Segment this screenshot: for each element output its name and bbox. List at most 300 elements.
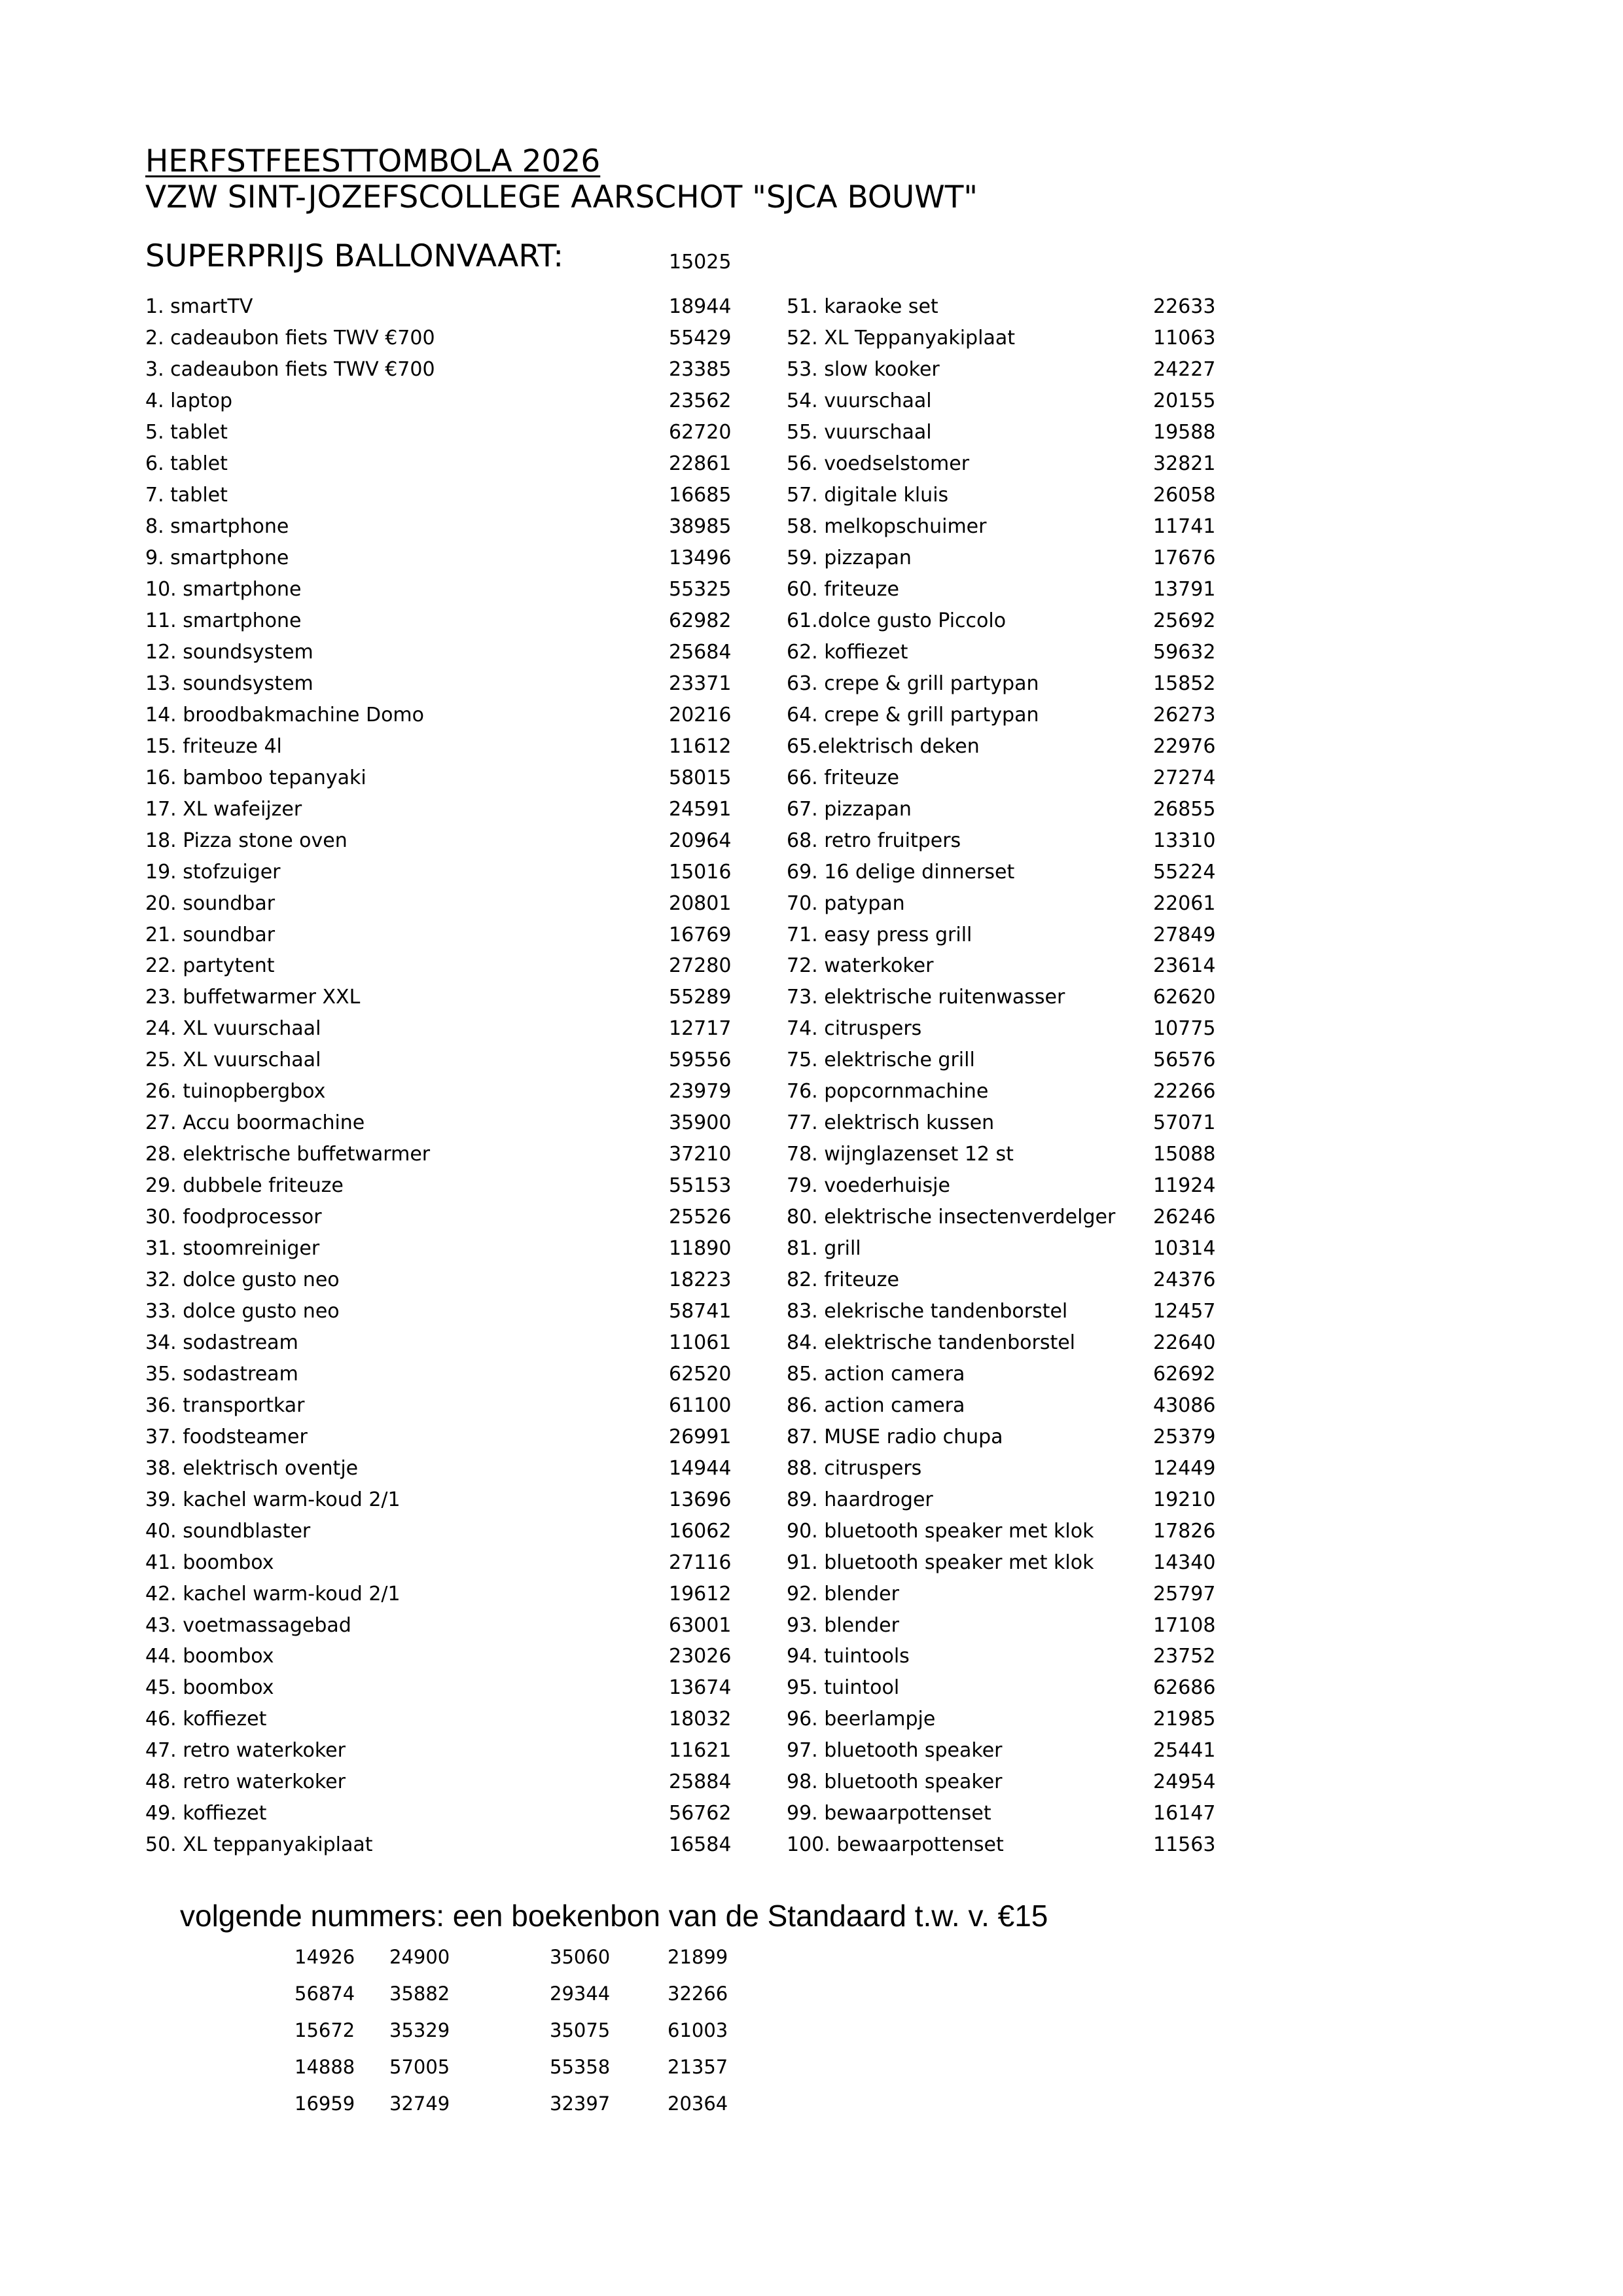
prize-row <box>787 543 1232 574</box>
ticket-number: 10314 <box>1153 1237 1216 1261</box>
bookvoucher-number: 21899 <box>668 1946 728 1968</box>
prize-row <box>145 668 732 699</box>
prize-name: 95. tuintool <box>787 1676 900 1700</box>
bookvoucher-number: 56874 <box>294 1982 355 2005</box>
prize-row <box>145 1484 732 1515</box>
prize-row <box>145 730 732 762</box>
prize-row <box>787 1358 1232 1390</box>
prize-name: 100. bewaarpottenset <box>787 1833 1004 1857</box>
prize-row <box>145 605 732 637</box>
ticket-number: 19588 <box>1153 421 1216 444</box>
prize-name: 70. patypan <box>787 891 905 915</box>
bookvoucher-number: 57005 <box>389 2056 450 2078</box>
bookvoucher-number: 29344 <box>550 1982 611 2005</box>
prize-row <box>787 1296 1232 1327</box>
prize-row <box>787 1704 1232 1735</box>
prize-name: 78. wijnglazenset 12 st <box>787 1143 1014 1166</box>
ticket-number: 19612 <box>669 1582 732 1605</box>
prize-row <box>787 1578 1232 1609</box>
prize-row <box>145 511 732 543</box>
ticket-number: 24591 <box>669 797 732 821</box>
prize-row <box>145 950 732 982</box>
prize-row <box>145 1421 732 1452</box>
ticket-number: 16685 <box>669 484 732 507</box>
prize-name: 37. foodsteamer <box>145 1425 308 1448</box>
prize-name: 87. MUSE radio chupa <box>787 1425 1003 1448</box>
prize-row <box>787 417 1232 448</box>
prize-row <box>145 1704 732 1735</box>
prize-name: 76. popcornmachine <box>787 1080 989 1103</box>
prize-name: 18. Pizza stone oven <box>145 829 348 852</box>
prize-name: 68. retro fruitpers <box>787 829 961 852</box>
bookvoucher-number: 24900 <box>389 1946 450 1968</box>
bookvoucher-row <box>294 2012 753 2049</box>
ticket-number: 62982 <box>669 609 732 632</box>
prize-row <box>145 1327 732 1358</box>
prize-row <box>787 1139 1232 1170</box>
prize-row <box>145 1452 732 1484</box>
prize-row <box>787 1421 1232 1452</box>
prize-row <box>787 1798 1232 1829</box>
prize-row <box>787 1202 1232 1233</box>
ticket-number: 11063 <box>1153 327 1216 350</box>
prize-row <box>145 1735 732 1767</box>
ticket-number: 15852 <box>1153 672 1216 695</box>
prize-name: 19. stofzuiger <box>145 860 281 884</box>
ticket-number: 27849 <box>1153 923 1216 946</box>
ticket-number: 13496 <box>669 547 732 570</box>
prize-name: 71. easy press grill <box>787 923 972 946</box>
prize-name: 67. pizzapan <box>787 797 912 821</box>
bookvoucher-heading: volgende nummers: een boekenbon van de Standaard t.w. v. €15 <box>180 1899 1048 1933</box>
ticket-number: 22061 <box>1153 891 1216 915</box>
prize-row <box>787 1327 1232 1358</box>
ticket-number: 13674 <box>669 1676 732 1700</box>
superprize-label: SUPERPRIJS BALLONVAART: <box>145 238 564 274</box>
prize-name: 14. broodbakmachine Domo <box>145 703 425 726</box>
ticket-number: 16769 <box>669 923 732 946</box>
ticket-number: 26991 <box>669 1425 732 1448</box>
prize-row <box>787 1767 1232 1798</box>
bookvoucher-number: 32397 <box>550 2092 611 2115</box>
prize-name: 44. boombox <box>145 1645 274 1668</box>
prize-row <box>145 1547 732 1578</box>
prize-name: 88. citruspers <box>787 1456 922 1480</box>
ticket-number: 25684 <box>669 640 732 664</box>
prize-name: 1. smartTV <box>145 295 253 319</box>
prize-row <box>145 417 732 448</box>
ticket-number: 24954 <box>1153 1770 1216 1794</box>
ticket-number: 25379 <box>1153 1425 1216 1448</box>
ticket-number: 14944 <box>669 1456 732 1480</box>
prize-name: 10. smartphone <box>145 578 302 601</box>
bookvoucher-row <box>294 2049 753 2085</box>
prize-name: 62. koffiezet <box>787 640 908 664</box>
prize-name: 12. soundsystem <box>145 640 313 664</box>
prize-name: 98. bluetooth speaker <box>787 1770 1003 1794</box>
prize-name: 96. beerlampje <box>787 1708 936 1731</box>
prize-name: 60. friteuze <box>787 578 899 601</box>
prize-row <box>145 1139 732 1170</box>
ticket-number: 58015 <box>669 766 732 789</box>
prize-name: 53. slow kooker <box>787 358 940 382</box>
prize-row <box>145 1202 732 1233</box>
prize-row <box>787 730 1232 762</box>
ticket-number: 25797 <box>1153 1582 1216 1605</box>
prize-name: 30. foodprocessor <box>145 1206 322 1229</box>
ticket-number: 61100 <box>669 1393 732 1417</box>
prize-row <box>787 888 1232 919</box>
prize-row <box>145 1358 732 1390</box>
ticket-number: 57071 <box>1153 1111 1216 1135</box>
ticket-number: 25441 <box>1153 1739 1216 1763</box>
prize-row <box>787 1045 1232 1076</box>
prize-name: 55. vuurschaal <box>787 421 932 444</box>
prize-row <box>145 1045 732 1076</box>
ticket-number: 18944 <box>669 295 732 319</box>
prize-row <box>145 543 732 574</box>
bookvoucher-number-grid <box>294 1939 753 2122</box>
prize-name: 9. smartphone <box>145 547 289 570</box>
ticket-number: 20216 <box>669 703 732 726</box>
prize-row <box>787 636 1232 668</box>
ticket-number: 14340 <box>1153 1551 1216 1574</box>
ticket-number: 55224 <box>1153 860 1216 884</box>
ticket-number: 23752 <box>1153 1645 1216 1668</box>
prize-name: 27. Accu boormachine <box>145 1111 365 1135</box>
prize-name: 28. elektrische buffetwarmer <box>145 1143 431 1166</box>
prize-name: 46. koffiezet <box>145 1708 267 1731</box>
prize-row <box>145 856 732 888</box>
bookvoucher-number: 35060 <box>550 1946 611 1968</box>
document-subtitle: VZW SINT-JOZEFSCOLLEGE AARSCHOT "SJCA BOUWT" <box>145 179 978 215</box>
ticket-number: 16062 <box>669 1519 732 1543</box>
ticket-number: 59632 <box>1153 640 1216 664</box>
prize-row <box>145 386 732 417</box>
prize-name: 29. dubbele friteuze <box>145 1174 344 1198</box>
bookvoucher-number: 16959 <box>294 2092 355 2115</box>
prize-row <box>787 354 1232 386</box>
prize-row <box>145 1798 732 1829</box>
prize-name: 15. friteuze 4l <box>145 734 282 758</box>
ticket-number: 22640 <box>1153 1331 1216 1354</box>
prize-name: 20. soundbar <box>145 891 276 915</box>
prize-name: 23. buffetwarmer XXL <box>145 986 361 1009</box>
prize-name: 39. kachel warm-koud 2/1 <box>145 1488 401 1511</box>
prize-name: 73. elektrische ruitenwasser <box>787 986 1065 1009</box>
bookvoucher-row <box>294 1939 753 1975</box>
prize-name: 32. dolce gusto neo <box>145 1268 340 1292</box>
prize-name: 56. voedselstomer <box>787 452 970 476</box>
ticket-number: 23562 <box>669 389 732 413</box>
prize-row <box>787 856 1232 888</box>
prize-name: 7. tablet <box>145 484 228 507</box>
ticket-number: 23385 <box>669 358 732 382</box>
ticket-number: 27280 <box>669 954 732 978</box>
prize-row <box>145 1013 732 1045</box>
ticket-number: 11563 <box>1153 1833 1216 1857</box>
ticket-number: 62720 <box>669 421 732 444</box>
ticket-number: 20801 <box>669 891 732 915</box>
prize-row <box>787 982 1232 1013</box>
prize-row <box>787 1390 1232 1421</box>
ticket-number: 10775 <box>1153 1017 1216 1041</box>
ticket-number: 21985 <box>1153 1708 1216 1731</box>
ticket-number: 12457 <box>1153 1299 1216 1323</box>
prize-name: 41. boombox <box>145 1551 274 1574</box>
prize-row <box>145 699 732 730</box>
prize-row <box>145 354 732 386</box>
prize-name: 31. stoomreiniger <box>145 1237 320 1261</box>
ticket-number: 62620 <box>1153 986 1216 1009</box>
ticket-number: 18223 <box>669 1268 732 1292</box>
ticket-number: 11612 <box>669 734 732 758</box>
ticket-number: 18032 <box>669 1708 732 1731</box>
ticket-number: 55289 <box>669 986 732 1009</box>
ticket-number: 55325 <box>669 578 732 601</box>
ticket-number: 22976 <box>1153 734 1216 758</box>
prize-name: 85. action camera <box>787 1362 965 1386</box>
ticket-number: 13791 <box>1153 578 1216 601</box>
prize-row <box>787 1452 1232 1484</box>
bookvoucher-number: 32749 <box>389 2092 450 2115</box>
ticket-number: 23026 <box>669 1645 732 1668</box>
prize-row <box>787 1265 1232 1296</box>
ticket-number: 27116 <box>669 1551 732 1574</box>
ticket-number: 26855 <box>1153 797 1216 821</box>
ticket-number: 11924 <box>1153 1174 1216 1198</box>
bookvoucher-number: 21357 <box>668 2056 728 2078</box>
prize-row <box>145 762 732 793</box>
prize-name: 24. XL vuurschaal <box>145 1017 321 1041</box>
prize-row <box>145 1767 732 1798</box>
prize-name: 26. tuinopbergbox <box>145 1080 326 1103</box>
prize-row <box>787 825 1232 856</box>
prize-name: 38. elektrisch oventje <box>145 1456 359 1480</box>
prize-name: 16. bamboo tepanyaki <box>145 766 366 789</box>
prize-name: 75. elektrische grill <box>787 1049 975 1072</box>
prize-row <box>787 386 1232 417</box>
prize-name: 48. retro waterkoker <box>145 1770 346 1794</box>
ticket-number: 26273 <box>1153 703 1216 726</box>
prize-row <box>787 668 1232 699</box>
document-title: HERFSTFEESTTOMBOLA 2026 <box>145 143 601 179</box>
prize-name: 17. XL wafeijzer <box>145 797 302 821</box>
prize-name: 90. bluetooth speaker met klok <box>787 1519 1094 1543</box>
prize-row <box>145 793 732 825</box>
ticket-number: 35900 <box>669 1111 732 1135</box>
bookvoucher-row <box>294 2085 753 2122</box>
prize-row <box>787 699 1232 730</box>
prize-name: 52. XL Teppanyakiplaat <box>787 327 1015 350</box>
prize-name: 77. elektrisch kussen <box>787 1111 995 1135</box>
prize-name: 34. sodastream <box>145 1331 298 1354</box>
prize-name: 99. bewaarpottenset <box>787 1802 991 1825</box>
prize-name: 83. elekrische tandenborstel <box>787 1299 1068 1323</box>
prize-name: 79. voederhuisje <box>787 1174 950 1198</box>
ticket-number: 19210 <box>1153 1488 1216 1511</box>
ticket-number: 22633 <box>1153 295 1216 319</box>
ticket-number: 24227 <box>1153 358 1216 382</box>
bookvoucher-number: 35075 <box>550 2019 611 2041</box>
bookvoucher-number: 20364 <box>668 2092 728 2115</box>
prize-name: 8. smartphone <box>145 515 289 539</box>
prize-row <box>145 1515 732 1547</box>
prize-row <box>787 762 1232 793</box>
prize-name: 40. soundblaster <box>145 1519 311 1543</box>
prize-name: 25. XL vuurschaal <box>145 1049 321 1072</box>
ticket-number: 23371 <box>669 672 732 695</box>
ticket-number: 25692 <box>1153 609 1216 632</box>
prize-list-right <box>787 291 1232 1861</box>
prize-row <box>787 1672 1232 1704</box>
prize-name: 4. laptop <box>145 389 233 413</box>
ticket-number: 15088 <box>1153 1143 1216 1166</box>
ticket-number: 26246 <box>1153 1206 1216 1229</box>
ticket-number: 17108 <box>1153 1613 1216 1637</box>
prize-name: 54. vuurschaal <box>787 389 932 413</box>
ticket-number: 22266 <box>1153 1080 1216 1103</box>
prize-row <box>787 1735 1232 1767</box>
prize-row <box>145 323 732 354</box>
prize-row <box>787 1013 1232 1045</box>
prize-row <box>787 1076 1232 1107</box>
prize-name: 63. crepe & grill partypan <box>787 672 1039 695</box>
prize-row <box>787 950 1232 982</box>
prize-name: 45. boombox <box>145 1676 274 1700</box>
bookvoucher-number: 15672 <box>294 2019 355 2041</box>
ticket-number: 56576 <box>1153 1049 1216 1072</box>
ticket-number: 11061 <box>669 1331 732 1354</box>
ticket-number: 11890 <box>669 1237 732 1261</box>
ticket-number: 16584 <box>669 1833 732 1857</box>
prize-row <box>145 982 732 1013</box>
prize-name: 93. blender <box>787 1613 899 1637</box>
prize-row <box>145 1641 732 1672</box>
ticket-number: 11621 <box>669 1739 732 1763</box>
ticket-number: 15016 <box>669 860 732 884</box>
prize-name: 47. retro waterkoker <box>145 1739 346 1763</box>
prize-row <box>787 323 1232 354</box>
prize-name: 42. kachel warm-koud 2/1 <box>145 1582 401 1605</box>
prize-row <box>787 605 1232 637</box>
prize-name: 36. transportkar <box>145 1393 305 1417</box>
ticket-number: 37210 <box>669 1143 732 1166</box>
prize-row <box>145 1265 732 1296</box>
prize-name: 82. friteuze <box>787 1268 899 1292</box>
prize-row <box>787 793 1232 825</box>
prize-name: 84. elektrische tandenborstel <box>787 1331 1076 1354</box>
bookvoucher-row <box>294 1975 753 2012</box>
ticket-number: 25884 <box>669 1770 732 1794</box>
prize-name: 21. soundbar <box>145 923 276 946</box>
bookvoucher-number: 14926 <box>294 1946 355 1968</box>
ticket-number: 55153 <box>669 1174 732 1198</box>
prize-name: 50. XL teppanyakiplaat <box>145 1833 373 1857</box>
ticket-number: 32821 <box>1153 452 1216 476</box>
bookvoucher-number: 55358 <box>550 2056 611 2078</box>
ticket-number: 62692 <box>1153 1362 1216 1386</box>
ticket-number: 59556 <box>669 1049 732 1072</box>
prize-name: 22. partytent <box>145 954 275 978</box>
ticket-number: 27274 <box>1153 766 1216 789</box>
ticket-number: 24376 <box>1153 1268 1216 1292</box>
prize-row <box>145 1609 732 1641</box>
ticket-number: 20155 <box>1153 389 1216 413</box>
prize-name: 72. waterkoker <box>787 954 934 978</box>
prize-row <box>787 511 1232 543</box>
prize-name: 65.elektrisch deken <box>787 734 980 758</box>
prize-row <box>145 1578 732 1609</box>
prize-row <box>787 1233 1232 1265</box>
prize-name: 43. voetmassagebad <box>145 1613 351 1637</box>
bookvoucher-number: 14888 <box>294 2056 355 2078</box>
prize-row <box>787 480 1232 511</box>
prize-name: 86. action camera <box>787 1393 965 1417</box>
prize-name: 69. 16 delige dinnerset <box>787 860 1015 884</box>
prize-name: 64. crepe & grill partypan <box>787 703 1039 726</box>
ticket-number: 38985 <box>669 515 732 539</box>
prize-row <box>145 1672 732 1704</box>
prize-name: 51. karaoke set <box>787 295 938 319</box>
ticket-number: 13696 <box>669 1488 732 1511</box>
superprize-number: 15025 <box>669 251 732 274</box>
ticket-number: 12717 <box>669 1017 732 1041</box>
prize-row <box>145 1107 732 1139</box>
prize-row <box>787 1170 1232 1202</box>
bookvoucher-number: 61003 <box>668 2019 728 2041</box>
ticket-number: 23979 <box>669 1080 732 1103</box>
prize-name: 89. haardroger <box>787 1488 933 1511</box>
prize-row <box>787 1515 1232 1547</box>
ticket-number: 62520 <box>669 1362 732 1386</box>
prize-row <box>787 291 1232 323</box>
ticket-number: 23614 <box>1153 954 1216 978</box>
prize-row <box>145 888 732 919</box>
prize-name: 61.dolce gusto Piccolo <box>787 609 1007 632</box>
prize-row <box>145 480 732 511</box>
ticket-number: 13310 <box>1153 829 1216 852</box>
prize-row <box>787 1829 1232 1861</box>
prize-row <box>145 291 732 323</box>
prize-row <box>787 448 1232 480</box>
prize-row <box>145 1233 732 1265</box>
prize-name: 33. dolce gusto neo <box>145 1299 340 1323</box>
prize-name: 81. grill <box>787 1237 861 1261</box>
ticket-number: 55429 <box>669 327 732 350</box>
prize-row <box>145 1390 732 1421</box>
prize-name: 66. friteuze <box>787 766 899 789</box>
ticket-number: 17826 <box>1153 1519 1216 1543</box>
ticket-number: 58741 <box>669 1299 732 1323</box>
ticket-number: 62686 <box>1153 1676 1216 1700</box>
prize-row <box>787 574 1232 605</box>
ticket-number: 26058 <box>1153 484 1216 507</box>
prize-row <box>145 1296 732 1327</box>
prize-row <box>145 1170 732 1202</box>
bookvoucher-number: 35882 <box>389 1982 450 2005</box>
ticket-number: 63001 <box>669 1613 732 1637</box>
prize-name: 74. citruspers <box>787 1017 922 1041</box>
prize-row <box>787 1609 1232 1641</box>
ticket-number: 20964 <box>669 829 732 852</box>
prize-row <box>145 574 732 605</box>
prize-name: 2. cadeaubon fiets TWV €700 <box>145 327 435 350</box>
prize-row <box>145 1829 732 1861</box>
prize-name: 11. smartphone <box>145 609 302 632</box>
prize-row <box>787 1484 1232 1515</box>
prize-row <box>145 825 732 856</box>
